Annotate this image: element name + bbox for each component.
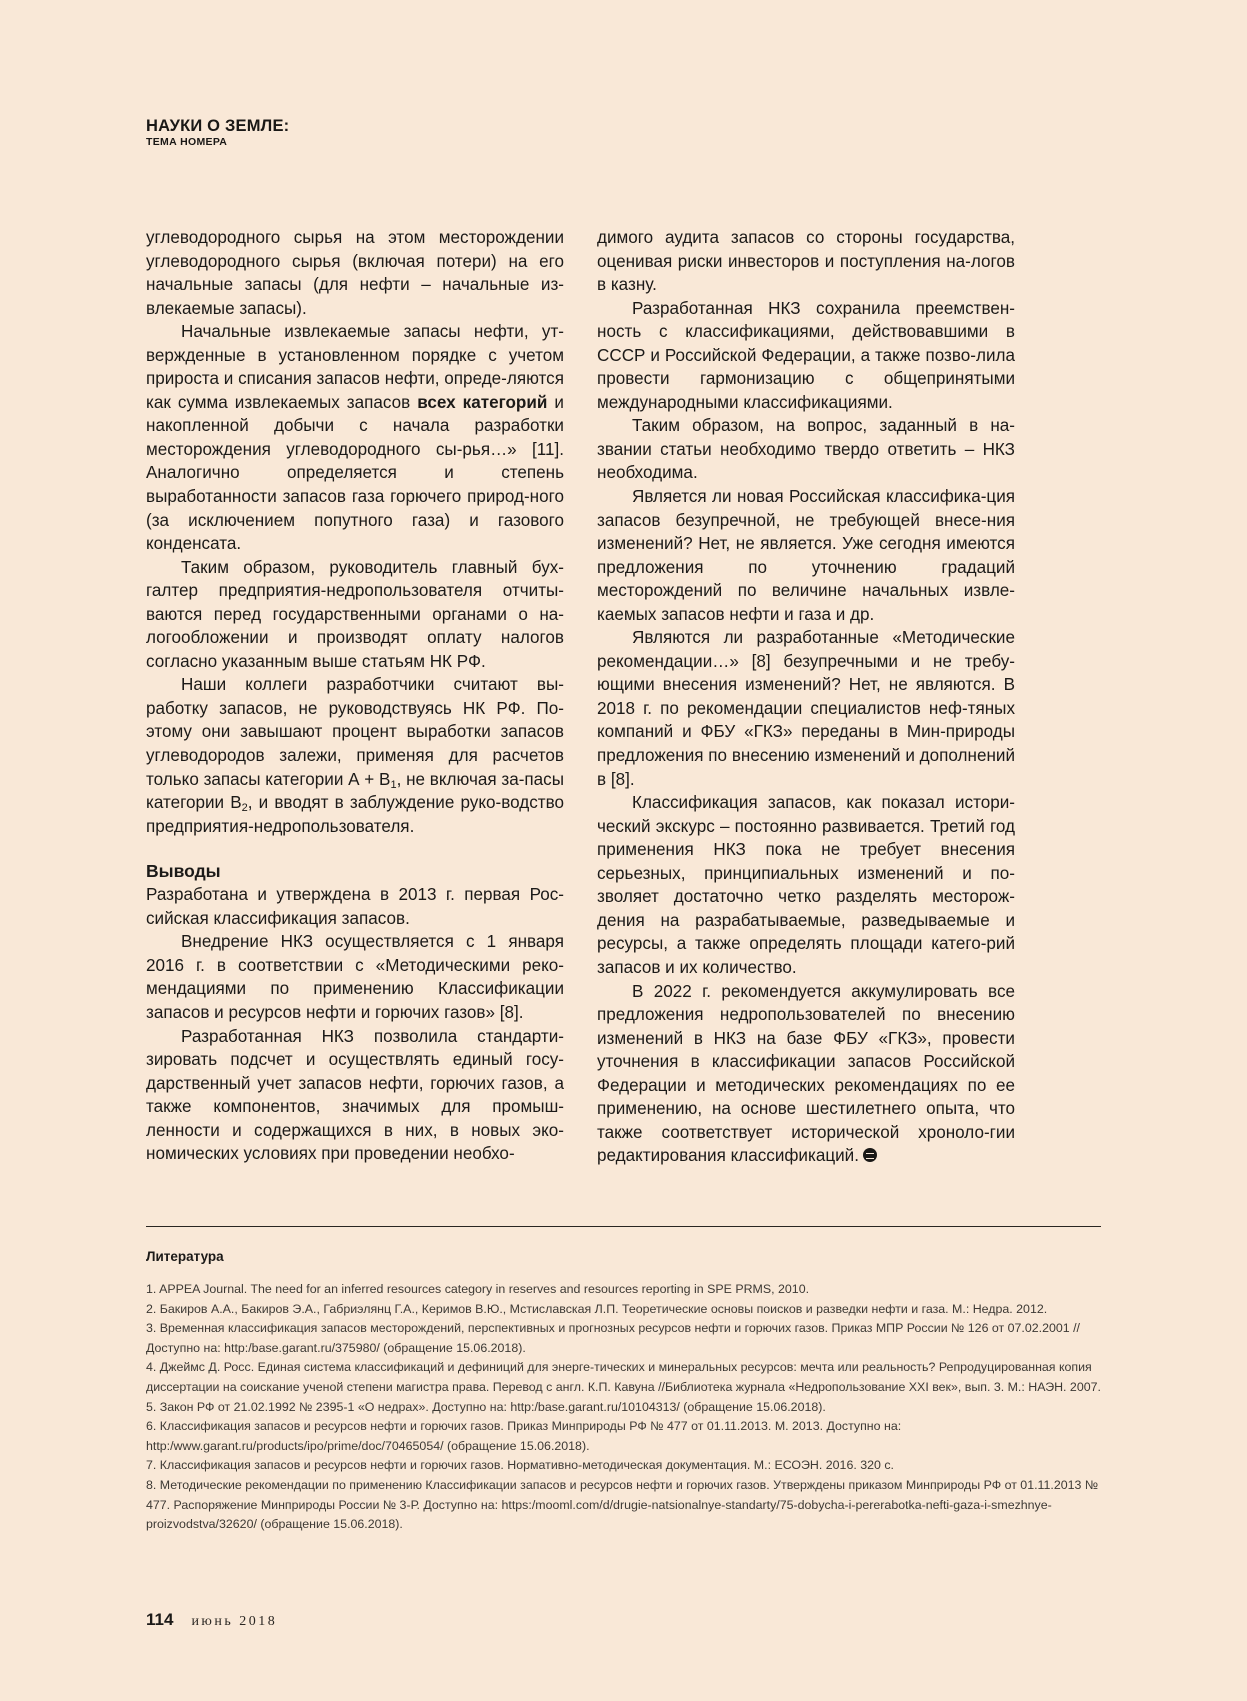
section-header [146, 116, 289, 149]
right-column [597, 226, 1015, 1168]
text-run: и накопленной добычи с начала разработки месторождения углеводородного сы-рья…» [11]. Аналогично определяется и степень выработанности запасов газа горючего природ-ного (за исключением попутного газа) и газового конденсата. [146, 392, 564, 554]
text-run: димого аудита запасов со стороны государства, оценивая риски инвесторов и поступления на-логов в казну. [597, 228, 1015, 295]
page-footer [146, 1610, 277, 1630]
section-rubric: НАУКИ О ЗЕМЛЕ: [146, 117, 290, 135]
text-run: Внедрение НКЗ осуществляется с 1 января 2016 г. в соответствии с «Методическими реко-мендациями по применению Классификации запасов и ресурсов нефти и горючих газов» [8]. [146, 932, 564, 1022]
section-subrubric: ТЕМА НОМЕРА [146, 136, 228, 148]
subscript: 1 [390, 778, 397, 791]
reference-item: 6. Классификация запасов и ресурсов нефти и горючих газов. Приказ Минприроды РФ № 477 от 01.11.2013. М. 2013. Доступно на: http:/www.garant.ru/products/ipo/prime/doc/70465054/ (обращение 15.06.2018). [146, 1419, 902, 1453]
page-number: 114 [146, 1610, 174, 1629]
paragraph [597, 414, 1015, 485]
reference-item: 2. Бакиров А.А., Бакиров Э.А., Габриэлянц Г.А., Керимов В.Ю., Мстиславская Л.П. Теоретические основы поисков и разведки нефти и газа. М.: Недра. 2012. [146, 1301, 1048, 1316]
subscript: 2 [241, 802, 248, 815]
text-run: , не включая за-пасы категории В [146, 769, 564, 813]
paragraph [597, 485, 1015, 626]
text-run: Разработанная НКЗ позволила стандарти-зировать подсчет и осуществлять единый госу-дарственный учет запасов нефти, горючих газов, а также компонентов, значимых для промыш-ленности и содержащихся в них, в новых эко-номических условиях при проведении необхо- [146, 1026, 564, 1164]
left-column [146, 226, 564, 1166]
text-run: Таким образом, руководитель главный бух-галтер предприятия-недропользователя отчиты-ваются перед государственными органами о на-логообложении и производят оплату налогов согласно указанным выше статьям НК РФ. [146, 557, 564, 671]
left-column-body-after [146, 883, 564, 1166]
references-list [146, 1280, 1101, 1535]
journal-end-mark-icon [863, 1148, 877, 1162]
text-run: Разработана и утверждена в 2013 г. первая Рос-сийская классификация запасов. [146, 885, 564, 928]
text-run: Является ли новая Российская классифика-ция запасов безупречной, не требующей внесе-ния изменений? Нет, не является. Уже сегодня имеются предложения по уточнению градаций месторождений по величине начальных извле-каемых запасов нефти и газа и др. [597, 487, 1015, 624]
conclusions-heading: Выводы [146, 861, 221, 882]
references-title: Литература [146, 1249, 224, 1264]
reference-item: 8. Методические рекомендации по применению Классификации запасов и ресурсов нефти и горючих газов. Утверждены приказом Минприроды РФ от 01.11.2013 № 477. Распоряжение Минприроды России № 3-Р. Доступно на: https:/mooml.com/d/drugie-natsionalnye-standarty/75-dobycha-i-pererabotka-nefti-gaza-i-smezhnye-proizvodstva/32620/ (обращение 15.06.2018). [146, 1477, 1099, 1532]
paragraph [597, 626, 1015, 791]
text-run: , и вводят в заблуждение руко-водство предприятия-недропользователя. [146, 793, 564, 836]
text-run: Классификация запасов, как показал истори-ческий экскурс – постоянно развивается. Третий год применения НКЗ пока не требует внесения серьезных, принципиальных изменений и по-зволяет достаточно четко разделять месторож-дения на разрабатываемые, разведываемые и ресурсы, а также определять площади катего-рий запасов и их количество. [597, 793, 1015, 977]
paragraph [146, 1025, 564, 1166]
paragraph [146, 673, 564, 838]
text-run: углеводородного сырья на этом месторождении углеводородного сырья (включая потери) на его начальные запасы (для нефти – начальные из-влекаемые запасы). [146, 228, 564, 318]
text-run: Таким образом, на вопрос, заданный в на-звании статьи необходимо твердо ответить – НКЗ необходима. [597, 416, 1015, 483]
text-run: В 2022 г. рекомендуется аккумулировать все предложения недропользователей по внесению изменений в НКЗ на базе ФБУ «ГКЗ», провести уточнения в классификации запасов Российской Федерации и методических рекомендациях по ее применению, на основе шестилетнего опыта, что также соответствует исторической хроноло-гии редактирования классификаций. [597, 981, 1015, 1166]
reference-item: 1. APPEA Journal. The need for an inferred resources category in reserves and resources reporting in SPE PRMS, 2010. [146, 1282, 810, 1296]
paragraph [597, 980, 1015, 1168]
right-column-body [597, 226, 1015, 1168]
paragraph [146, 320, 564, 555]
issue-date: июнь 2018 [191, 1614, 278, 1629]
paragraph [146, 883, 564, 930]
paragraph [597, 226, 1015, 297]
reference-item: 5. Закон РФ от 21.02.1992 № 2395-1 «О недрах». Доступно на: http:/base.garant.ru/10104313/ (обращение 15.06.2018). [146, 1399, 826, 1414]
paragraph [597, 297, 1015, 415]
references-divider [146, 1226, 1101, 1227]
text-run: Разработанная НКЗ сохранила преемствен-ность с классификациями, действовавшими в СССР и Российской Федерации, а также позво-лила провести гармонизацию с общепринятыми международными классификациями. [597, 298, 1015, 412]
reference-item: 7. Классификация запасов и ресурсов нефти и горючих газов. Нормативно-методическая документация. М.: ЕСОЭН. 2016. 320 с. [146, 1458, 894, 1473]
reference-item: 4. Джеймс Д. Росс. Единая система классификаций и дефиниций для энерге-тических и минеральных ресурсов: мечта или реальность? Репродуцированная копия диссертации на соискание ученой степени магистра права. Перевод с англ. К.П. Кавуна //Библиотека журнала «Недропользование XXI век», вып. 3. М.: НАЭН. 2007. [146, 1360, 1101, 1394]
text-run: Являются ли разработанные «Методические рекомендации…» [8] безупречными и не требу-ющими внесения изменений? Нет, не являются. В 2018 г. по рекомендации специалистов неф-тяных компаний и ФБУ «ГКЗ» переданы в Мин-природы предложения по внесению изменений и дополнений в [8]. [597, 628, 1015, 789]
paragraph [146, 556, 564, 674]
paragraph [146, 930, 564, 1024]
text-run: Начальные извлекаемые запасы нефти, ут-вержденные в установленном порядке с учетом прироста и списания запасов нефти, опреде-ляются как сумма извлекаемых запасов [146, 322, 564, 412]
text-run: Наши коллеги разработчики считают вы-работку запасов, не руководствуясь НК РФ. По-этому они завышают процент выработки запасов углеводородов залежи, применяя для расчетов только запасы категории А + В [146, 675, 564, 789]
paragraph [146, 226, 564, 320]
paragraph [597, 791, 1015, 979]
left-column-body-before [146, 226, 564, 838]
reference-item: 3. Временная классификация запасов месторождений, перспективных и прогнозных ресурсов нефти и горючих газов. Приказ МПР России № 126 от 07.02.2001 //Доступно на: http:/base.garant.ru/375980/ (обращение 15.06.2018). [146, 1321, 1080, 1355]
references-section [146, 1248, 1101, 1535]
bold-text: всех категорий [417, 392, 548, 412]
